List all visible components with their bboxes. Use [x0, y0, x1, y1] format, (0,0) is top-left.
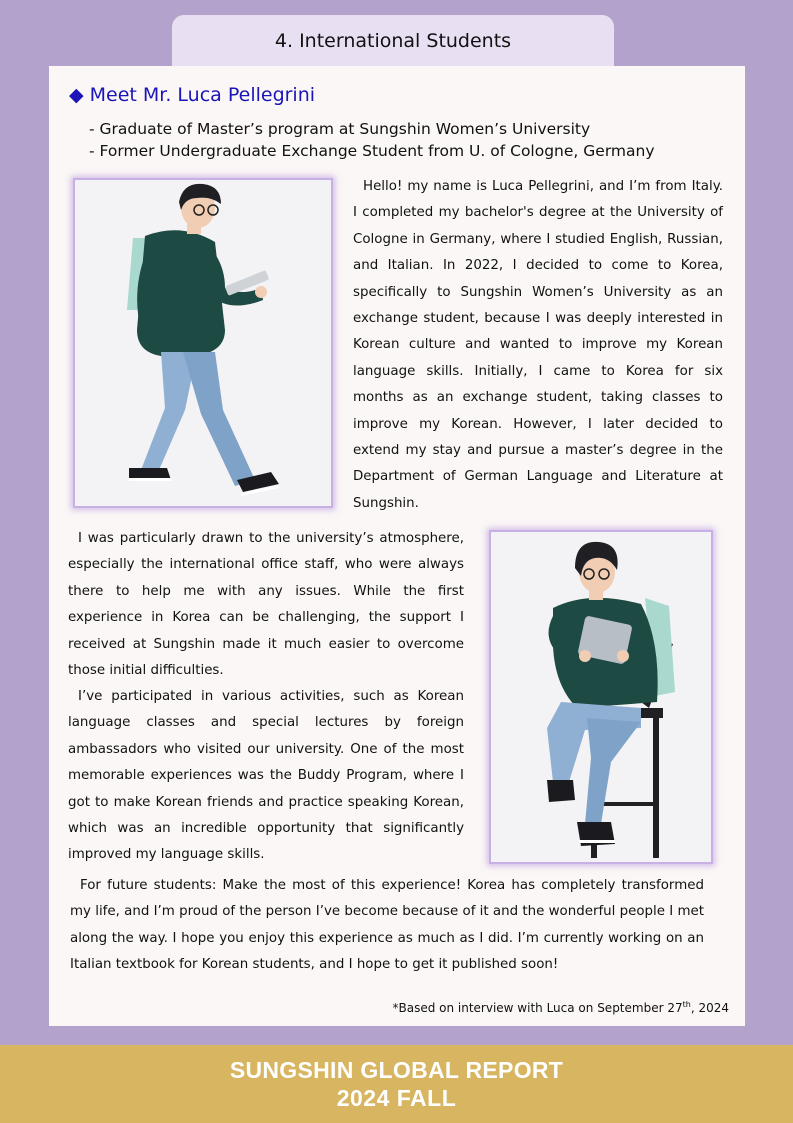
paragraph-activities: I’ve participated in various activities, such as Korean language classes and special lectures by foreign ambassadors who visited our university. One of the most memorable experiences was the Buddy Program, where I got to make Korean friends and practice speaking Korean, which was an incredible opportunity that significantly improved my language skills.: [68, 689, 464, 863]
heading-title: Meet Mr. Luca Pellegrini: [89, 84, 316, 106]
footnote-text: *Based on interview with Luca on September 27: [392, 1001, 683, 1015]
footer-report-title: SUNGSHIN GLOBAL REPORT: [229, 1057, 564, 1083]
footnote-year: , 2024: [690, 1001, 729, 1015]
seated-student-illustration: [491, 532, 711, 862]
paragraph-intro: Hello! my name is Luca Pellegrini, and I’m from Italy. I completed my bachelor's degree at the University of Cologne in Germany, where I studied English, Russian, and Italian. In 2022, I decided to come to Korea, specifically to Sungshin Women’s University as an exchange student, because I was deeply interested in Korean culture and wanted to improve my Korean language skills. Initially, I came to Korea for six months as an exchange student, taking classes to improve my Korean. However, I later decided to extend my stay and pursue a master’s degree in the Department of German Language and Literature at Sungshin.: [353, 179, 723, 511]
article-heading: [69, 84, 315, 106]
article-card: [49, 66, 745, 1026]
paragraph-advice: For future students: Make the most of this experience! Korea has completely transformed my life, and I’m proud of the person I’ve become because of it and the wonderful people I met along the way. I hope you enjoy this experience as much as I did. I’m currently working on an Italian textbook for Korean students, and I hope to get it published soon!: [70, 878, 705, 973]
diamond-icon: ◆: [69, 84, 84, 106]
report-footer: [0, 1045, 793, 1123]
interview-footnote: [392, 1000, 729, 1015]
walking-student-illustration: [75, 180, 331, 506]
paragraph-atmosphere: I was particularly drawn to the university’s atmosphere, especially the international office staff, who were always there to help me with any issues. While the first experience in Korea can be challenging, the support I received at Sungshin made it much easier to overcome those initial difficulties.: [68, 531, 464, 679]
footer-edition: 2024 FALL: [336, 1085, 457, 1111]
photo-seated: [489, 530, 713, 864]
section-tab: 4. International Students: [172, 15, 614, 71]
photo-walking: [73, 178, 333, 508]
footnote-suffix: th: [682, 1000, 691, 1009]
credential-exchange: - Former Undergraduate Exchange Student from U. of Cologne, Germany: [89, 142, 655, 160]
credential-master: - Graduate of Master’s program at Sungshin Women’s University: [89, 120, 591, 138]
